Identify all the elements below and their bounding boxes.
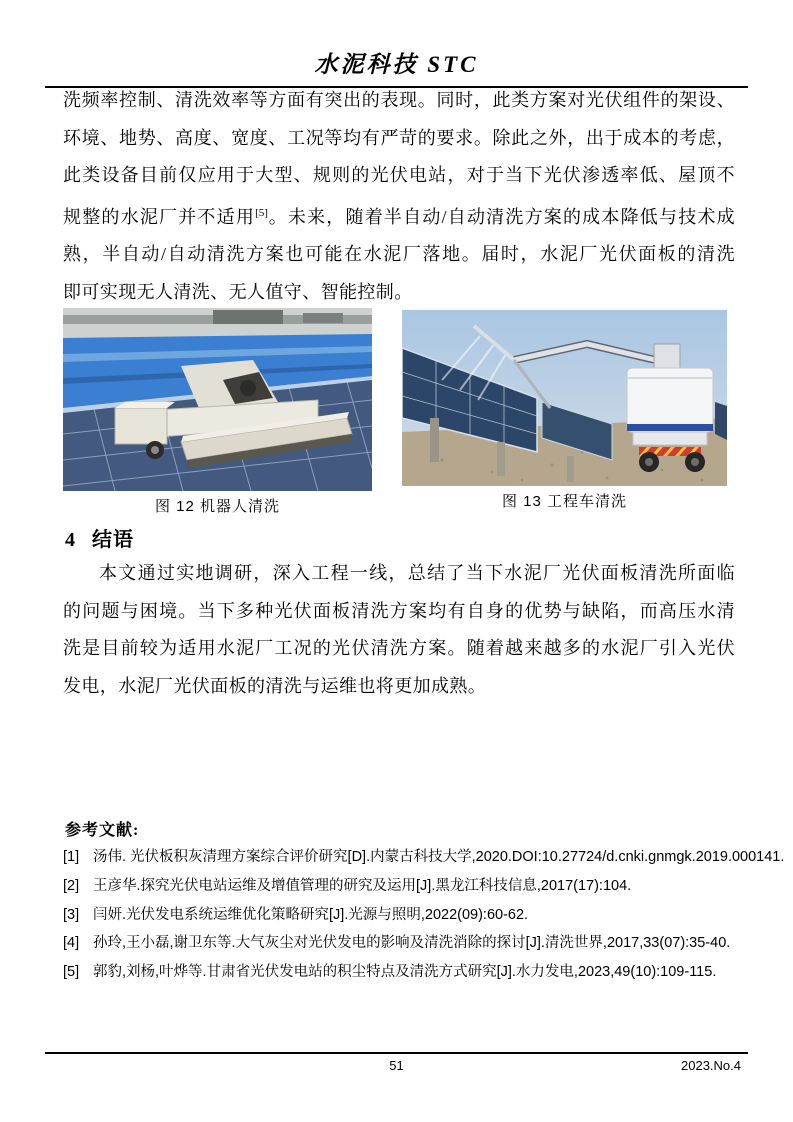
- figure-13-caption: 图 13 工程车清洗: [501, 493, 628, 510]
- paragraph-1: [63, 82, 735, 312]
- text-line: 环境、地势、高度、宽度、工况等均有严苛的要求。除此之外，出于成本的考虑，: [63, 127, 735, 148]
- truck-cleaning-photo: [402, 310, 727, 486]
- page-number: 51: [389, 1058, 404, 1073]
- reference-text: 王彦华.探究光伏电站运维及增值管理的研究及运用[J].黑龙江科技信息,2017(17):104.: [93, 877, 632, 894]
- figure-12-caption: 图 12 机器人清洗: [154, 498, 281, 515]
- reference-number: [1]: [63, 849, 80, 865]
- reference-text: 闫妍.光伏发电系统运维优化策略研究[J].光源与照明,2022(09):60-62.: [93, 906, 529, 923]
- issue-label: 2023.No.4: [681, 1058, 741, 1073]
- footer-rule: [45, 1052, 748, 1054]
- text-line: 熟，半自动/自动清洗方案也可能在水泥厂落地。届时，水泥厂光伏面板的清洗: [63, 244, 735, 265]
- journal-title: 水泥科技 STC: [314, 52, 479, 77]
- reference-number: [2]: [63, 877, 80, 894]
- references-heading: 参考文献:: [65, 822, 140, 839]
- text-line: 发电，水泥厂光伏面板的清洗与运维也将更加成熟。: [63, 675, 487, 696]
- section-heading-conclusion: [65, 523, 134, 552]
- conclusion-paragraph: [63, 555, 735, 705]
- text-line: 洗是目前较为适用水泥厂工况的光伏清洗方案。随着越来越多的水泥厂引入光伏: [63, 638, 735, 659]
- text-segment: 规整的水泥厂并不适用: [63, 206, 256, 227]
- section-title: 结语: [92, 529, 134, 551]
- reference-item: [63, 872, 753, 901]
- reference-text: 孙玲,王小磊,谢卫东等.大气灰尘对光伏发电的影响及清洗消除的探讨[J].清洗世界,2017,33(07):35-40.: [93, 935, 731, 952]
- text-line: 本文通过实地调研，深入工程一线，总结了当下水泥厂光伏面板清洗所面临: [99, 563, 735, 583]
- figure-robot-cleaning: [63, 308, 372, 516]
- figure-truck-cleaning: [402, 310, 727, 511]
- text-line: 即可实现无人清洗、无人值守、智能控制。: [63, 281, 413, 302]
- references-list: [63, 843, 785, 987]
- reference-text: 郭豹,刘杨,叶烨等.甘肃省光伏发电站的积尘特点及清洗方式研究[J].水力发电,2023,49(10):109-115.: [93, 964, 717, 981]
- text-line: 的问题与困境。当下多种光伏面板清洗方案均有自身的优势与缺陷，而高压水清: [63, 600, 735, 621]
- reference-item: [63, 929, 753, 958]
- text-line: 此类设备目前仅应用于大型、规则的光伏电站，对于当下光伏渗透率低、屋顶不: [63, 165, 735, 186]
- reference-number: [4]: [63, 935, 80, 952]
- reference-text: 汤伟. 光伏板积灰清理方案综合评价研究[D].内蒙古科技大学,2020.DOI:10.27724/d.cnki.gnmgk.2019.000141.: [93, 849, 785, 865]
- reference-item: [63, 843, 785, 872]
- reference-number: [3]: [63, 906, 80, 923]
- citation-5: [5]: [255, 206, 268, 219]
- text-line: [63, 195, 735, 237]
- text-segment: 。未来，随着半自动/自动清洗方案的成本降低与技术成: [267, 206, 736, 227]
- reference-number: [5]: [63, 964, 80, 981]
- reference-item: [63, 901, 753, 930]
- section-number: 4: [65, 529, 76, 551]
- robot-cleaning-photo: [63, 308, 372, 491]
- reference-item: [63, 958, 753, 987]
- text-line: 洗频率控制、清洗效率等方面有突出的表现。同时，此类方案对光伏组件的架设、: [63, 90, 735, 110]
